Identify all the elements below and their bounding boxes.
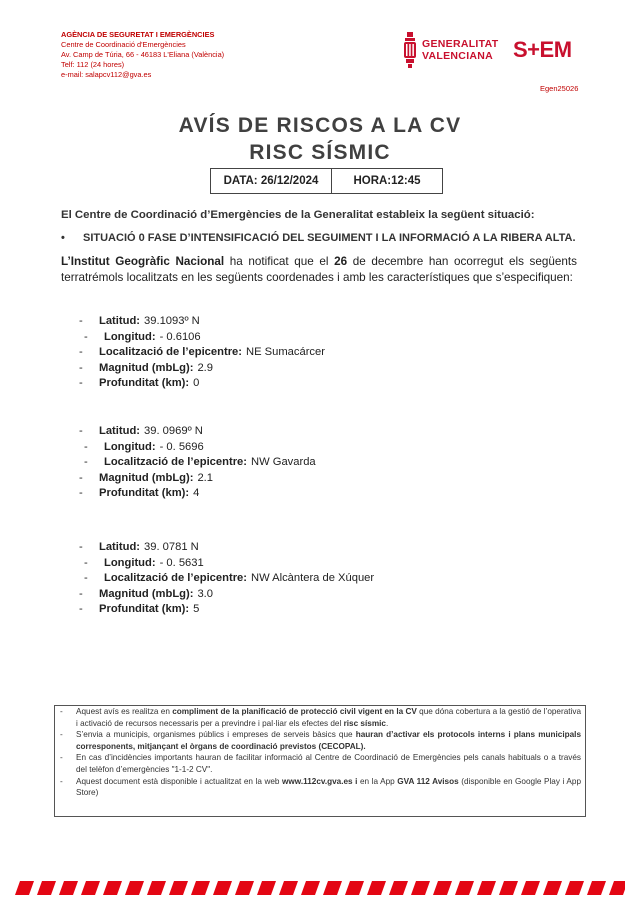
longitude-label: Longitud: [104,330,156,343]
note-text: Aquest avís es realitza en [76,707,173,716]
note-item [55,706,585,729]
list-dash: - [79,315,83,327]
stripe-segment [301,881,320,895]
date-time-box [210,168,443,194]
stripe-segment [565,881,584,895]
stripe-segment [37,881,56,895]
list-dash: - [79,361,83,374]
generalitat-logo [402,32,498,68]
stripe-segment [81,881,100,895]
stripe-segment [169,881,188,895]
gva-logo-line2: VALENCIANA [422,50,494,62]
list-dash: - [60,707,63,716]
stripe-segment [477,881,496,895]
magnitude-label: Magnitud (mbLg): [99,587,194,600]
list-dash: - [79,425,83,437]
bullet-icon: • [61,232,65,244]
list-dash: - [84,330,88,343]
stripe-segment [103,881,122,895]
note-text: . [385,718,389,728]
app-name: GVA 112 Avisos [397,776,459,786]
agency-name: AGÈNCIA DE SEGURETAT I EMERGÈNCIES [61,30,215,39]
list-dash: - [60,730,63,740]
stripe-segment [235,881,254,895]
agency-phone: Telf: 112 (24 hores) [61,60,125,69]
note-item [55,729,585,752]
stripe-segment [521,881,540,895]
note-text: que dóna cobertura a la gestió de l’operativa i activació de recursos necessaris per a previndre i pal·liar els efectes del [76,707,582,728]
stripe-segment [411,881,430,895]
agency-center: Centre de Coordinació d'Emergències [61,40,186,49]
depth-value: 0 [193,377,200,389]
epicentre-label: Localització de l’epicentre: [99,346,242,358]
stripe-segment [15,881,34,895]
stripe-segment [345,881,364,895]
list-dash: - [60,753,63,763]
footer-stripe-decoration [15,881,625,895]
stripe-segment [125,881,144,895]
longitude-value: - 0. 5631 [159,556,204,569]
epicentre-label: Localització de l’epicentre: [104,572,247,584]
list-dash: - [79,541,83,553]
situation-bullet [61,232,576,244]
depth-label: Profunditat (km): [99,377,190,389]
note-item [55,776,585,799]
epicentre-value: NE Sumacárcer [246,346,325,358]
page-title: AVÍS DE RISCOS A LA CV [178,114,462,137]
list-dash: - [79,377,83,389]
note-bold-text: risc sísmic [343,718,386,728]
gva-logo-line1: GENERALITAT [422,38,499,50]
paragraph-part: de decembre [347,255,429,268]
latitude-label: Latitud: [99,315,141,327]
list-dash: - [84,440,88,453]
paragraph-day: 26 [334,255,348,268]
stripe-segment [499,881,518,895]
note-text: en la App [357,776,398,786]
list-dash: - [79,603,83,615]
note-text: S’envia a municipis, organismes públics i empreses de serveis bàsics que [76,730,356,740]
document-code: Egen25026 [540,84,579,93]
latitude-value: 39. 0969º N [144,425,203,437]
note-bold-text: compliment de la planificació de protecció civil vigent en la CV [172,707,417,716]
depth-value: 5 [193,603,200,615]
stripe-segment [59,881,78,895]
stripe-segment [213,881,232,895]
longitude-label: Longitud: [104,440,156,453]
list-dash: - [79,487,83,499]
list-dash: - [79,587,83,600]
agency-email: e-mail: salapcv112@gva.es [61,70,152,79]
situation-text: SITUACIÓ 0 FASE D’INTENSIFICACIÓ DEL SEGUIMENT I LA INFORMACIÓ A LA RIBERA ALTA. [83,232,576,244]
stripe-segment [257,881,276,895]
epicentre-value: NW Alcàntera de Xúquer [251,572,375,584]
magnitude-label: Magnitud (mbLg): [99,361,194,374]
stripe-segment [609,881,625,895]
magnitude-value: 3.0 [197,587,214,600]
sem-logo: S+EM [513,37,572,62]
earthquake-entry-2 [79,424,316,502]
latitude-value: 39.1093º N [144,315,200,327]
agency-contact-block [61,30,224,80]
notification-paragraph [61,254,577,286]
intro-text: El Centre de Coordinació d’Emergències de la Generalitat estableix la següent situació: [61,209,535,221]
stripe-segment [367,881,386,895]
epicentre-label: Localització de l’epicentre: [104,456,247,468]
website-link[interactable]: www.112cv.gva.es i [282,776,358,786]
gva-emblem-icon [402,32,418,68]
note-text: En cas d’incidències importants hauran de facilitar informació al Centre de Coordinació de Emergències pels canals habituals o a través del telèfon d’emergències "1-1-2 CV". [76,753,581,774]
list-dash: - [79,346,83,358]
latitude-label: Latitud: [99,541,141,553]
stripe-segment [389,881,408,895]
earthquake-entry-3 [79,540,374,618]
stripe-segment [433,881,452,895]
agency-address: Av. Camp de Túria, 66 - 46183 L'Eliana (València) [61,50,225,59]
magnitude-value: 2.1 [197,471,214,484]
earthquake-entry-1 [79,314,325,392]
issue-time: HORA:12:45 [353,175,421,187]
magnitude-value: 2.9 [197,361,214,374]
stripe-segment [279,881,298,895]
longitude-label: Longitud: [104,556,156,569]
latitude-label: Latitud: [99,425,141,437]
magnitude-label: Magnitud (mbLg): [99,471,194,484]
list-dash: - [84,572,88,584]
page-subtitle: RISC SÍSMIC [249,141,391,164]
note-bold-text: hauran d’activar els protocols interns i plans municipals corresponents, mitjançant el òrgans de coordinació previstos (CECOPAL). [76,730,582,751]
note-text: (disponible en Google Play i App Store) [76,776,582,798]
notes-box [54,705,586,817]
stripe-segment [455,881,474,895]
depth-label: Profunditat (km): [99,603,190,615]
note-item [55,752,585,775]
latitude-value: 39. 0781 N [144,541,199,553]
paragraph-part: han ocorregut els següents terratrémols localitzats en les següents coordenades i amb les característiques que s’especifiquen: [61,255,577,284]
epicentre-value: NW Gavarda [251,456,316,468]
depth-value: 4 [193,487,200,499]
paragraph-part: ha notificat que el [224,255,335,268]
list-dash: - [84,556,88,569]
longitude-value: - 0. 5696 [159,440,204,453]
longitude-value: - 0.6106 [159,330,201,343]
stripe-segment [147,881,166,895]
list-dash: - [79,471,83,484]
list-dash: - [60,776,63,786]
depth-label: Profunditat (km): [99,487,190,499]
ign-name: L’Institut Geogràfic Nacional [61,255,225,268]
note-text: Aquest document està disponible i actualitzat en la web [76,776,283,786]
stripe-segment [191,881,210,895]
list-dash: - [84,456,88,468]
stripe-segment [323,881,342,895]
issue-date: DATA: 26/12/2024 [211,169,332,193]
stripe-segment [587,881,606,895]
stripe-segment [543,881,562,895]
